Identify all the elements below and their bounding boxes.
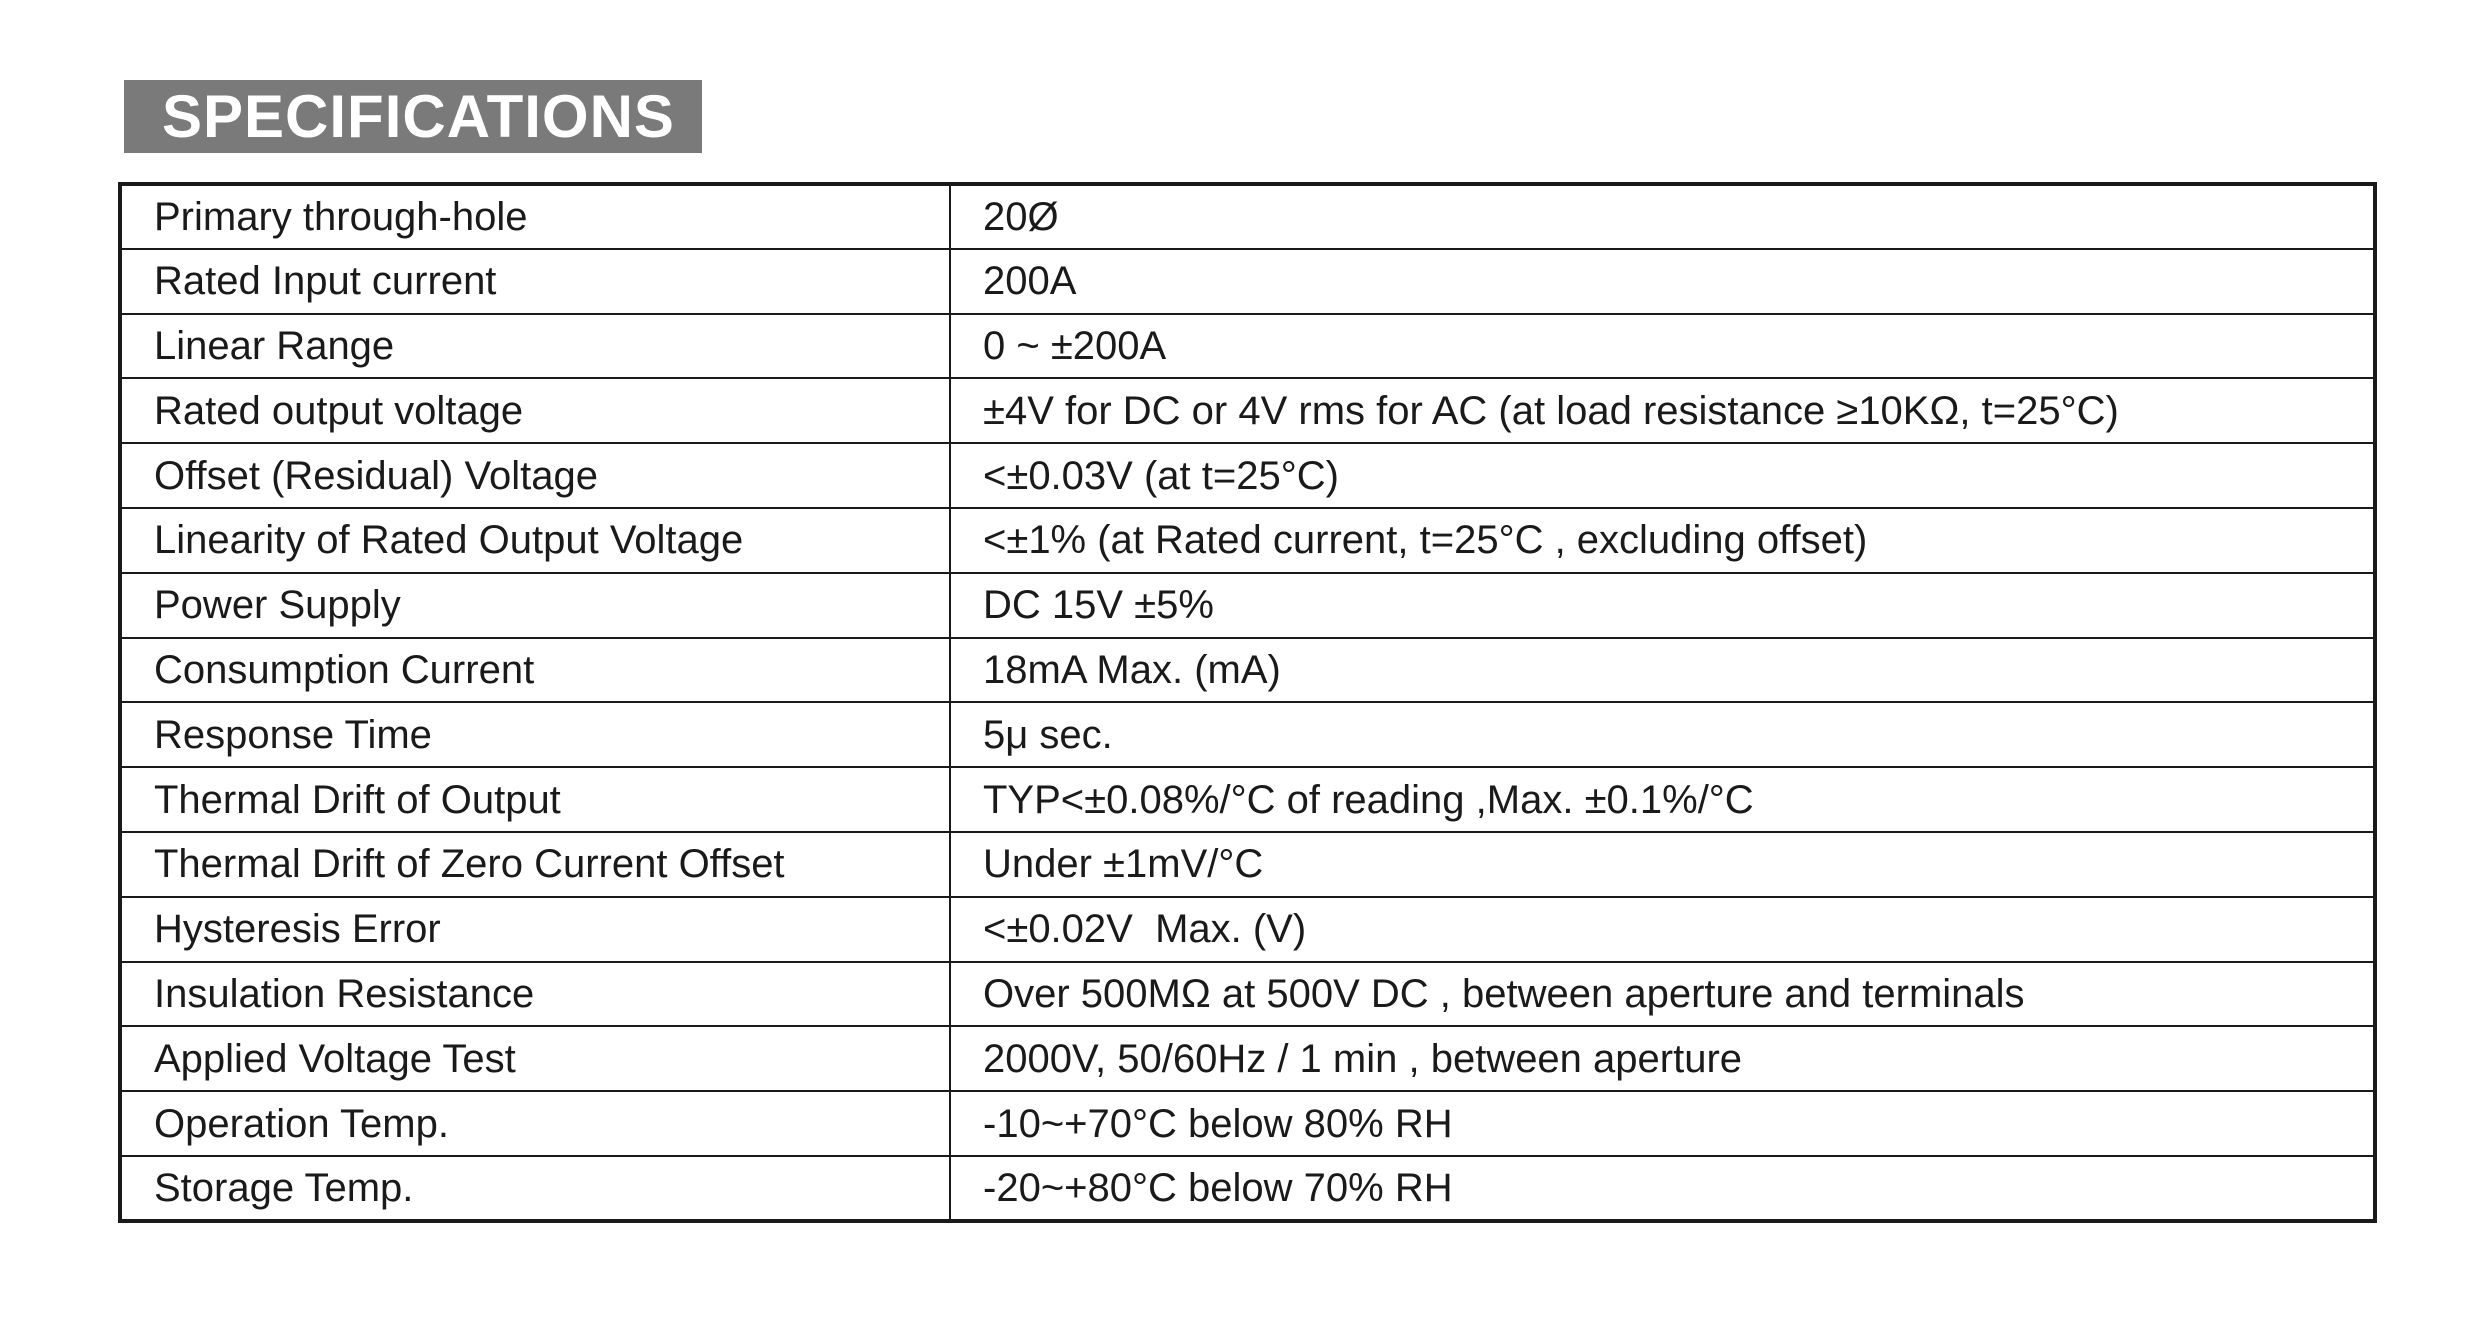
spec-value: DC 15V ±5%: [950, 573, 2375, 638]
spec-value: 5μ sec.: [950, 702, 2375, 767]
spec-label: Storage Temp.: [120, 1156, 950, 1221]
spec-label: Linear Range: [120, 314, 950, 379]
spec-label: Primary through-hole: [120, 184, 950, 249]
table-row: [120, 314, 2375, 379]
table-row: [120, 832, 2375, 897]
section-header: [124, 80, 702, 153]
spec-label: Offset (Residual) Voltage: [120, 443, 950, 508]
spec-label: Response Time: [120, 702, 950, 767]
section-title: SPECIFICATIONS: [162, 82, 675, 150]
spec-label: Linearity of Rated Output Voltage: [120, 508, 950, 573]
spec-label: Hysteresis Error: [120, 897, 950, 962]
spec-label: Thermal Drift of Output: [120, 767, 950, 832]
table-row: [120, 249, 2375, 314]
table-row: [120, 638, 2375, 703]
spec-label: Power Supply: [120, 573, 950, 638]
spec-label: Insulation Resistance: [120, 962, 950, 1027]
specifications-table: [118, 182, 2377, 1223]
spec-label: Rated output voltage: [120, 378, 950, 443]
spec-value: TYP<±0.08%/°C of reading ,Max. ±0.1%/°C: [950, 767, 2375, 832]
table-row: [120, 508, 2375, 573]
spec-label: Rated Input current: [120, 249, 950, 314]
spec-value: ±4V for DC or 4V rms for AC (at load resistance ≥10KΩ, t=25°C): [950, 378, 2375, 443]
spec-value: 20Ø: [983, 194, 1059, 239]
table-row: [120, 1026, 2375, 1091]
spec-value: 0 ~ ±200A: [950, 314, 2375, 379]
spec-label: Applied Voltage Test: [120, 1026, 950, 1091]
spec-label: Operation Temp.: [120, 1091, 950, 1156]
table-row: [120, 897, 2375, 962]
spec-value: <±1% (at Rated current, t=25°C , excluding offset): [950, 508, 2375, 573]
spec-value: Over 500MΩ at 500V DC , between aperture and terminals: [950, 962, 2375, 1027]
table-row: [120, 378, 2375, 443]
spec-value: Under ±1mV/°C: [950, 832, 2375, 897]
spec-value: 18mA Max. (mA): [950, 638, 2375, 703]
table-row: [120, 1091, 2375, 1156]
spec-label: Thermal Drift of Zero Current Offset: [120, 832, 950, 897]
table-row: [120, 184, 2375, 249]
spec-value: <±0.02V Max. (V): [950, 897, 2375, 962]
spec-value: 2000V, 50/60Hz / 1 min , between aperture: [950, 1026, 2375, 1091]
table-row: [120, 443, 2375, 508]
table-row: [120, 702, 2375, 767]
spec-value: 200A: [950, 249, 2375, 314]
table-row: [120, 962, 2375, 1027]
specifications-table-body: [120, 184, 2375, 1221]
spec-label: Consumption Current: [120, 638, 950, 703]
spec-value: -20~+80°C below 70% RH: [950, 1156, 2375, 1221]
spec-value: -10~+70°C below 80% RH: [950, 1091, 2375, 1156]
table-row: [120, 1156, 2375, 1221]
spec-value: <±0.03V (at t=25°C): [950, 443, 2375, 508]
table-row: [120, 573, 2375, 638]
table-row: [120, 767, 2375, 832]
